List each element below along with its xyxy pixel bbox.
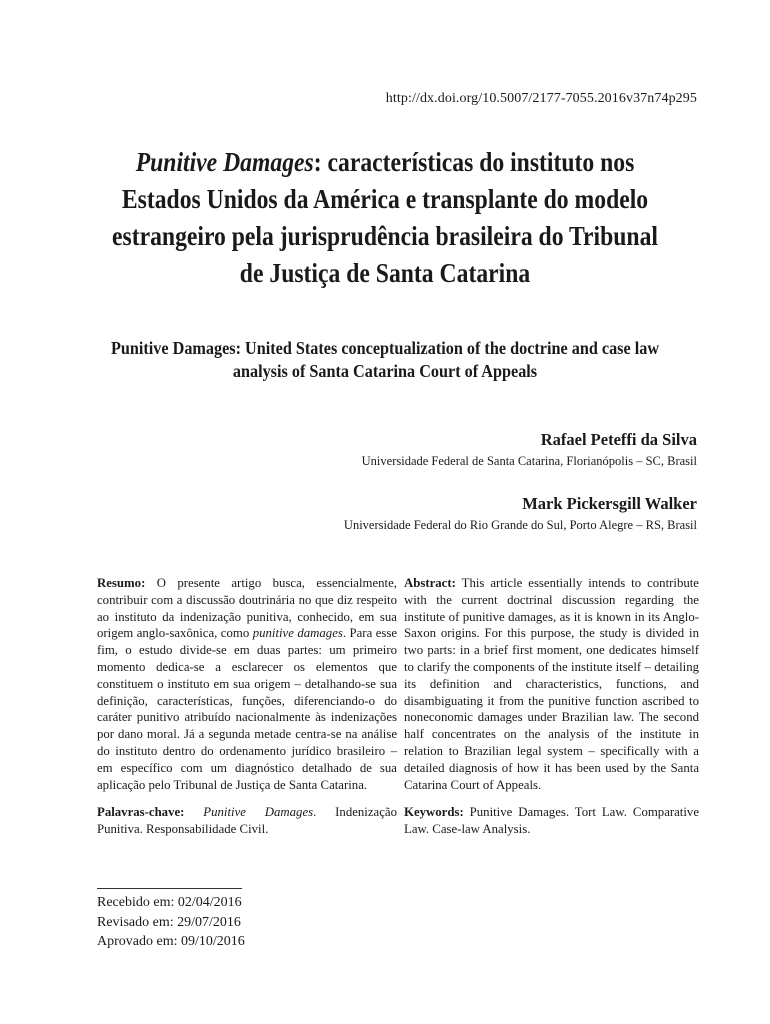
palavras-chave-label: Palavras-chave:	[97, 805, 185, 820]
article-title	[106, 143, 665, 291]
keywords-paragraph	[404, 804, 699, 838]
palavras-chave-paragraph	[97, 804, 397, 838]
resumo-label: Resumo:	[97, 576, 146, 590]
resumo-text-b: . Para esse fim, o estudo divide-se em duas partes: um primeiro momento dedica-se a esclarecer os elementos que constituem o instituto em sua origem – detalhando-se sua definição, características, funções, diferenciando-o do caráter punitivo atribuído nacionalmente às indenizações por dano moral. Já a segunda metade centra-se na análise do instituto dentro do ordenamento jurídico brasileiro – em específico com um diagnóstico detalhado de sua aplicação pelo Tribunal de Justiça de Santa Catarina.	[97, 626, 398, 792]
author-name: Rafael Peteffi da Silva	[540, 430, 697, 449]
title-italic-part: Punitive Damages	[135, 146, 314, 177]
author-block	[344, 494, 697, 533]
abstract-paragraph	[404, 575, 699, 793]
date-revised: Revisado em: 29/07/2016	[97, 914, 241, 930]
submission-dates	[97, 893, 245, 952]
abstract-column	[404, 575, 699, 838]
resumo-column	[97, 575, 397, 838]
resumo-text-a: O presente artigo busca, essencialmente, contribuir com a discussão doutrinária no que diz respeito ao instituto da indenização punitiva, conhecido, em sua origem anglo-saxônica, como	[97, 576, 397, 641]
abstract-label: Abstract:	[404, 576, 456, 590]
resumo-paragraph	[97, 575, 397, 793]
article-subtitle: Punitive Damages: United States conceptualization of the doctrine and case law analysis of Santa Catarina Court of Appeals	[110, 338, 660, 381]
author-affiliation: Universidade Federal de Santa Catarina, Florianópolis – SC, Brasil	[361, 454, 697, 468]
author-affiliation: Universidade Federal do Rio Grande do Sul, Porto Alegre – RS, Brasil	[343, 518, 697, 532]
keywords-text: Punitive Damages. Tort Law. Comparative Law. Case-law Analysis.	[404, 805, 699, 837]
author-block	[362, 430, 697, 469]
author-name: Mark Pickersgill Walker	[522, 494, 697, 513]
date-approved: Aprovado em: 09/10/2016	[97, 934, 245, 949]
title-rest: : características do instituto nos Estados Unidos da América e transplante do modelo estrangeiro pela jurisprudência brasileira do Tribunal de Justiça de Santa Catarina	[112, 146, 658, 288]
doi-link[interactable]: http://dx.doi.org/10.5007/2177-7055.2016v37n74p295	[385, 91, 697, 106]
palavras-chave-italic: Punitive Damages	[184, 805, 314, 820]
keywords-label: Keywords:	[404, 805, 464, 820]
palavras-chave-text: . Indenização Punitiva. Responsabilidade Civil.	[97, 805, 397, 837]
abstract-text: This article essentially intends to contribute with the current doctrinal discussion regarding the institute of punitive damages, as it is known in its Anglo-Saxon origins. For this purpose, the study is divided in two parts: in a brief first moment, one dedicates himself to clarify the components of the institute itself – detailing its definition and characteristics, functions, and disambiguating it from the punitive function ascribed to noneconomic damages under Brazilian law. The second half concentrates on the analysis of the institute in relation to Brazilian legal system – specifically with a detailed diagnosis of how it has been used by the Santa Catarina Court of Appeals.	[404, 576, 699, 792]
date-received: Recebido em: 02/04/2016	[97, 895, 242, 910]
resumo-italic: punitive damages	[252, 626, 343, 641]
dates-divider	[97, 888, 242, 889]
